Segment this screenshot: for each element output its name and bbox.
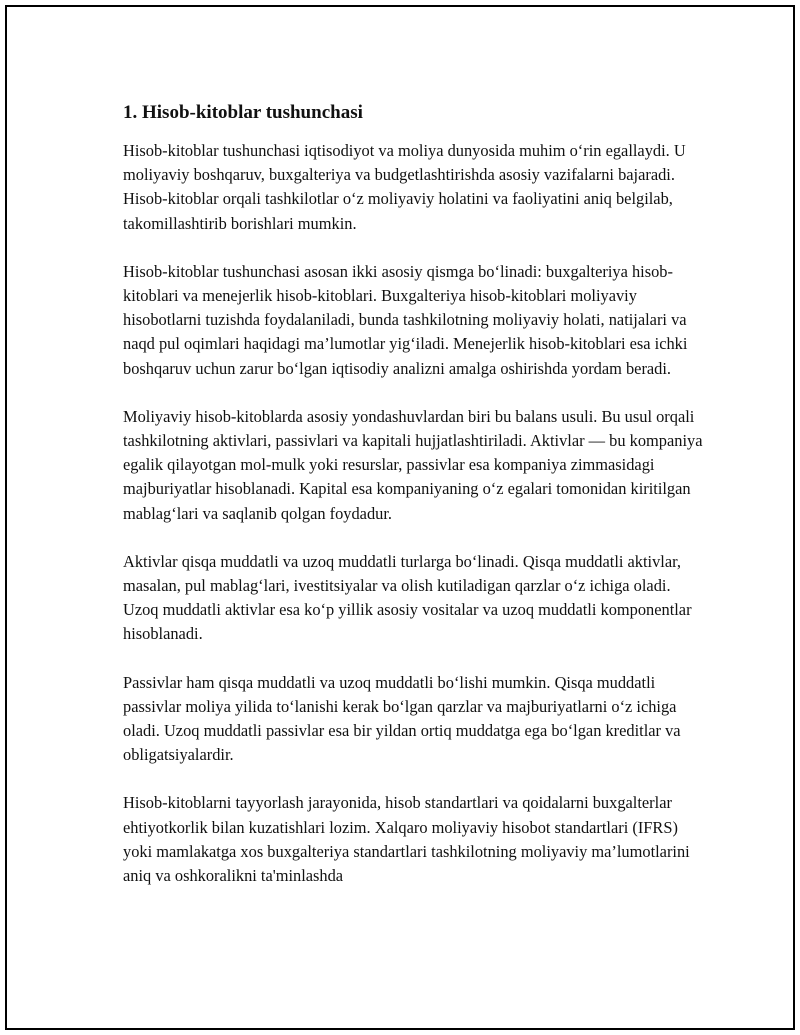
paragraph-6: Hisob-kitoblarni tayyorlash jarayonida, hisob standartlari va qoidalarni buxgalterlar ehtiyotkorlik bilan kuzatishlari lozim. Xalqaro moliyaviy hisobot standartlari (IFRS) yoki mamlakatga xos buxgalteriya standartlari tashkilotning moliyaviy ma’lumotlarini aniq va oshkoralikni ta'minlashda [123,793,690,886]
paragraph-4: Aktivlar qisqa muddatli va uzoq muddatli turlarga bo‘linadi. Qisqa muddatli aktivlar, masalan, pul mablag‘lari, ivestitsiyalar va olish kutiladigan qarzlar o‘z ichiga oladi. Uzoq muddatli aktivlar esa ko‘p yillik asosiy vositalar va uzoq muddatli komponentlar hisoblanadi. [123,551,692,644]
section-heading: 1. Hisob-kitoblar tushunchasi [123,102,363,123]
paragraph-2: Hisob-kitoblar tushunchasi asosan ikki asosiy qismga bo‘linadi: buxgalteriya hisob-kitoblari va menejerlik hisob-kitoblari. Buxgalteriya hisob-kitoblari moliyaviy hisobotlarni tuzishda foydalaniladi, bunda tashkilotning moliyaviy holati, natijalari va naqd pul oqimlari haqidagi ma’lumotlar yig‘iladi. Menejerlik hisob-kitoblari esa ichki boshqaruv uchun zarur bo‘lgan iqtisodiy analizni amalga oshirishda yordam beradi. [123,261,688,378]
document-page [5,5,795,1030]
paragraph-1: Hisob-kitoblar tushunchasi iqtisodiyot va moliya dunyosida muhim o‘rin egallaydi. U moliyaviy boshqaruv, buxgalteriya va budgetlashtirishda asosiy vazifalarni bajaradi. Hisob-kitoblar orqali tashkilotlar o‘z moliyaviy holatini va faoliyatini aniq belgilab, takomillashtirib borishlari mumkin. [123,141,686,233]
page-content [123,100,703,912]
paragraph-3: Moliyaviy hisob-kitoblarda asosiy yondashuvlardan biri bu balans usuli. Bu usul orqali tashkilotning aktivlari, passivlari va kapitali hujjatlashtiriladi. Aktivlar — bu kompaniya egalik qilayotgan mol-mulk yoki resurslar, passivlar esa kompaniya zimmasidagi majburiyatlar hisoblanadi. Kapital esa kompaniyaning o‘z egalari tomonidan kiritilgan mablag‘lari va saqlanib qolgan foydadur. [123,406,703,523]
paragraph-5: Passivlar ham qisqa muddatli va uzoq muddatli bo‘lishi mumkin. Qisqa muddatli passivlar moliya yilida to‘lanishi kerak bo‘lgan qarzlar va majburiyatlarni o‘z ichiga oladi. Uzoq muddatli passivlar esa bir yildan ortiq muddatga ega bo‘lgan kreditlar va obligatsiyalardir. [123,672,681,765]
